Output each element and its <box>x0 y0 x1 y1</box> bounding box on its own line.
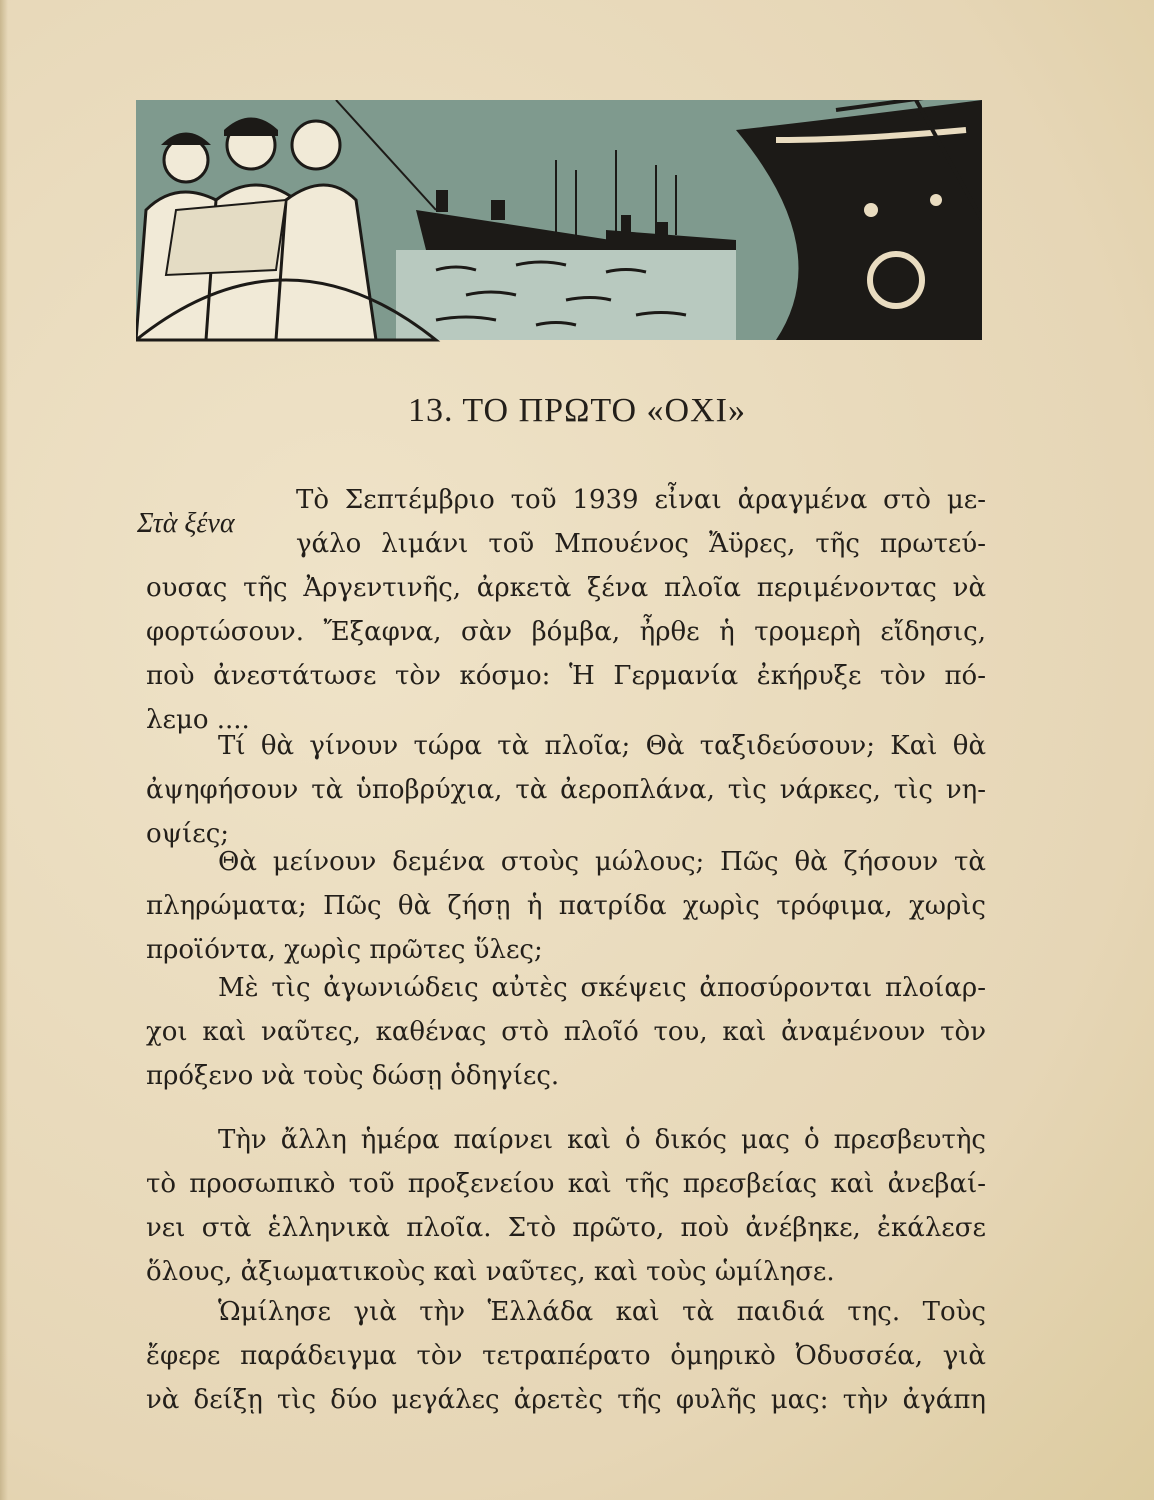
paragraph-1 <box>146 478 986 742</box>
text-line: τὸ προσωπικὸ τοῦ προξενείου καὶ τῆς πρεσβείας καὶ ἀνεβαί- <box>146 1169 986 1199</box>
text-line: πληρώματα; Πῶς θὰ ζήσῃ ἡ πατρίδα χωρὶς τρόφιμα, χωρὶς <box>146 891 986 921</box>
text-line: νει στὰ ἑλληνικὰ πλοῖα. Στὸ πρῶτο, ποὺ ἀνέβηκε, ἐκάλεσε <box>146 1213 986 1243</box>
text-line: χοι καὶ ναῦτες, καθένας στὸ πλοῖό του, καὶ ἀναμένουν τὸν <box>146 1017 986 1047</box>
margin-sidenote: Στὰ ξένα <box>137 508 235 539</box>
text-line: Τὴν ἄλλη ἡμέρα παίρνει καὶ ὁ δικός μας ὁ πρεσβευτὴς <box>218 1125 986 1155</box>
paragraph-3 <box>146 840 986 972</box>
paragraph-2 <box>146 724 986 856</box>
chapter-title: 13. ΤΟ ΠΡΩΤΟ «ΟΧΙ» <box>408 392 746 429</box>
text-line: γάλο λιμάνι τοῦ Μπουένος Ἄϋρες, τῆς πρωτεύ- <box>296 529 986 559</box>
text-line: ἀψηφήσουν τὰ ὑποβρύχια, τὰ ἀεροπλάνα, τὶς νάρκες, τὶς νη- <box>146 775 986 805</box>
text-line: προϊόντα, χωρὶς πρῶτες ὕλες; <box>146 935 543 965</box>
text-line: ποὺ ἀνεστάτωσε τὸν κόσμο: Ἡ Γερμανία ἐκήρυξε τὸν πό- <box>146 661 986 691</box>
paragraph-6 <box>146 1290 986 1422</box>
text-line: Τί θὰ γίνουν τώρα τὰ πλοῖα; Θὰ ταξιδεύσουν; Καὶ θὰ <box>218 731 986 761</box>
text-line: φορτώσουν. Ἔξαφνα, σὰν βόμβα, ἦρθε ἡ τρομερὴ εἴδησις, <box>146 617 986 647</box>
text-line: ὅλους, ἀξιωματικοὺς καὶ ναῦτες, καὶ τοὺς ὡμίλησε. <box>146 1257 835 1287</box>
page-edge <box>0 0 8 1500</box>
harbor-illustration <box>136 100 982 354</box>
text-line: λεμο .... <box>146 705 250 735</box>
text-line: Μὲ τὶς ἀγωνιώδεις αὐτὲς σκέψεις ἀποσύρονται πλοίαρ- <box>218 973 986 1003</box>
text-line: Τὸ Σεπτέμβριο τοῦ 1939 εἶναι ἀραγμένα στὸ με- <box>296 485 986 515</box>
text-line: ἔφερε παράδειγμα τὸν τετραπέρατο ὁμηρικὸ Ὀδυσσέα, γιὰ <box>146 1341 986 1371</box>
text-line: ουσας τῆς Ἀργεντινῆς, ἀρκετὰ ξένα πλοῖα περιμένοντας νὰ <box>146 573 986 603</box>
text-line: νὰ δείξῃ τὶς δύο μεγάλες ἀρετὲς τῆς φυλῆς μας: τὴν ἀγάπη <box>146 1385 986 1415</box>
text-line: Ὡμίλησε γιὰ τὴν Ἑλλάδα καὶ τὰ παιδιά της. Τοὺς <box>218 1297 986 1327</box>
text-line: πρόξενο νὰ τοὺς δώσῃ ὁδηγίες. <box>146 1061 560 1091</box>
text-line: Θὰ μείνουν δεμένα στοὺς μώλους; Πῶς θὰ ζήσουν τὰ <box>218 847 986 877</box>
paragraph-5 <box>146 1118 986 1294</box>
text-line: οψίες; <box>146 819 230 849</box>
paragraph-4 <box>146 966 986 1098</box>
